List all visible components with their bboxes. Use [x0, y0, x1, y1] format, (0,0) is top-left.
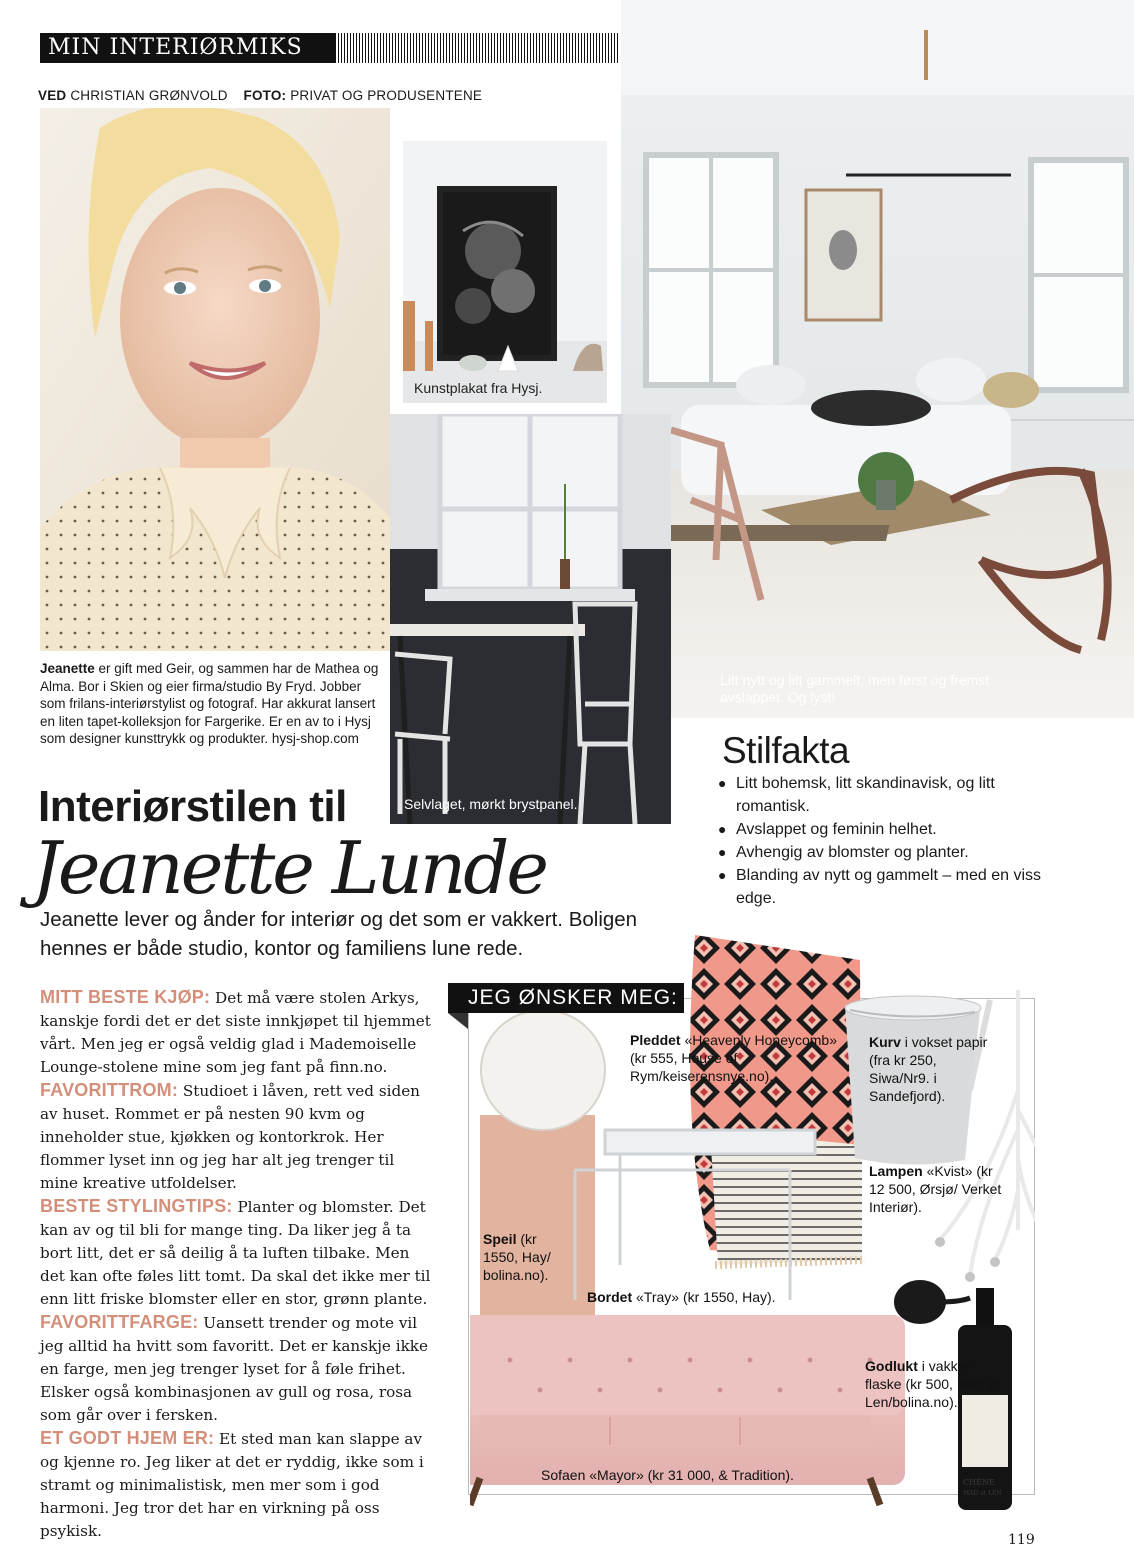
blanket-graphic	[690, 935, 865, 1265]
body-section	[40, 986, 435, 1079]
page-number: 119	[1008, 1532, 1035, 1548]
byline-by-label: VED	[38, 88, 67, 103]
product-godlukt-details: i vakker flaske (kr 500, Mad et Len/bolina.no).	[865, 1358, 1000, 1410]
product-bordet	[587, 1288, 776, 1306]
product-sofaen: Sofaen «Mayor» (kr 31 000, & Tradition).	[541, 1467, 794, 1483]
byline	[38, 88, 482, 103]
body-section	[40, 1427, 435, 1543]
product-godlukt-name: Godlukt	[865, 1358, 918, 1374]
body-keyword: FAVORITTFARGE:	[40, 1312, 199, 1332]
poster-caption: Kunstplakat fra Hysj.	[414, 380, 543, 396]
body-paragraph: Studioet i låven, rett ved siden av huset. Rommet er på nesten 90 kvm og inneholder stue, kjøkken og kontorkrok. Her flommer lyset inn og jeg har alt jeg trenger til mine kreative utfoldelser.	[40, 1082, 420, 1192]
product-pleddet-details: «Heavenly Honeycomb» (kr 555, House of Rym/keiserensnye.no).	[630, 1032, 837, 1084]
lead-paragraph: Jeanette lever og ånder for interiør og det som er vakkert. Boligen hennes er både studio, kontor og familiens lune rede.	[40, 908, 638, 960]
product-kurv-name: Kurv	[869, 1034, 901, 1050]
byline-photo-label: FOTO:	[243, 88, 287, 103]
stilfakta-item: ● Litt bohemsk, litt skandinavisk, og litt romantisk.	[718, 772, 1048, 818]
body-paragraph: Planter og blomster. Det kan av og til bli for mange ting. Da liker jeg å ta bort litt, det er så deilig å ta luften tilbake. Men det kan ofte føles litt tomt. Da skal det ikke mer til enn litt friske blomster eller en stor, grønn plante.	[40, 1198, 431, 1308]
panel-caption: Selvlaget, mørkt brystpanel.	[404, 796, 578, 812]
body-section	[40, 1079, 435, 1195]
body-section	[40, 1195, 435, 1311]
body-keyword: ET GODT HJEM ER:	[40, 1428, 215, 1448]
body-paragraph: Det må være stolen Arkys, kanskje fordi det er det siste innkjøpet til hjemmet vårt. Men jeg er også veldig glad i Mademoiselle Lounge-stolene mine som jeg fant på finn.no.	[40, 989, 431, 1076]
stilfakta-item: ● Blanding av nytt og gammelt – med en viss edge.	[718, 864, 1048, 910]
headline-name: Jeanette Lunde	[32, 826, 546, 910]
livingroom-photo	[621, 0, 1134, 718]
body-keyword: FAVORITTROM:	[40, 1080, 179, 1100]
product-lampen-name: Lampen	[869, 1163, 923, 1179]
headline: Interiørstilen til	[38, 782, 347, 831]
product-speil-name: Speil	[483, 1231, 517, 1247]
portrait-photo	[40, 108, 390, 651]
poster-photo	[403, 141, 607, 403]
bio-text: er gift med Geir, og sammen har de Mathea og Alma. Bor i Skien og eier firma/studio By Fryd. Jobber som frilans-interiørstylist og fotograf. Har akkurat lansert en liten tapet-kolleksjon for Fargerike. Er en av to i Hysj som designer kunsttrykk og produkter. hysj-shop.com	[40, 661, 379, 746]
product-speil-details: (kr 1550, Hay/ bolina.no).	[483, 1231, 551, 1283]
wishlist-label-corner	[448, 1013, 468, 1029]
product-pleddet-name: Pleddet	[630, 1032, 681, 1048]
wishlist-label: JEG ØNSKER MEG:	[448, 983, 684, 1013]
bio-caption	[40, 660, 380, 748]
product-bordet-name: Bordet	[587, 1289, 633, 1305]
stilfakta-list	[718, 772, 1048, 910]
product-lampen-details: «Kvist» (kr 12 500, Ørsjø/ Verket Interiør).	[869, 1163, 1002, 1215]
body-text	[40, 986, 435, 1543]
product-kurv-details: i vokset papir (fra kr 250, Siwa/Nr9. i Sandefjord).	[869, 1034, 988, 1104]
product-pleddet	[630, 1031, 840, 1085]
livingroom-caption: Litt nytt og litt gammelt, men først og fremst avslappet. Og lyst!	[720, 672, 990, 705]
bottle-label-bottom: MAD et LEN	[963, 1490, 1002, 1497]
panel-photo	[390, 414, 671, 824]
byline-photo-name: PRIVAT OG PRODUSENTENE	[290, 88, 483, 103]
product-lampen	[869, 1162, 1009, 1216]
wishlist-products-art	[470, 930, 1035, 1510]
body-section	[40, 1311, 435, 1427]
body-keyword: MITT BESTE KJØP:	[40, 987, 211, 1007]
product-speil	[483, 1230, 563, 1284]
body-paragraph: Et sted man kan slappe av og kjenne ro. Jeg liker at det er ryddig, ikke som i stramt og minimalistisk, men mer som i god harmoni. Jeg tror det har en virkning på oss psykisk.	[40, 1430, 424, 1540]
product-godlukt	[865, 1357, 1005, 1411]
bottle-label-top: CHÊNE	[963, 1478, 995, 1487]
body-keyword: BESTE STYLINGTIPS:	[40, 1196, 233, 1216]
bio-name: Jeanette	[40, 661, 95, 676]
stilfakta-title: Stilfakta	[722, 730, 850, 771]
stilfakta-item: ● Avhengig av blomster og planter.	[718, 841, 1048, 864]
section-label-stripes	[335, 33, 620, 63]
stilfakta-item: ● Avslappet og feminin helhet.	[718, 818, 1048, 841]
product-bordet-details: «Tray» (kr 1550, Hay).	[632, 1289, 776, 1305]
product-kurv	[869, 1033, 993, 1105]
section-label: MIN INTERIØRMIKS	[40, 33, 335, 63]
body-paragraph: Uansett trender og mote vil jeg alltid ha hvitt som favoritt. Det er kanskje ikke en farge, men jeg trenger lyset for å føle frihet. Elsker også kombinasjonen av gull og rosa, rosa som går over i fersken.	[40, 1314, 428, 1424]
byline-by-name: CHRISTIAN GRØNVOLD	[70, 88, 228, 103]
